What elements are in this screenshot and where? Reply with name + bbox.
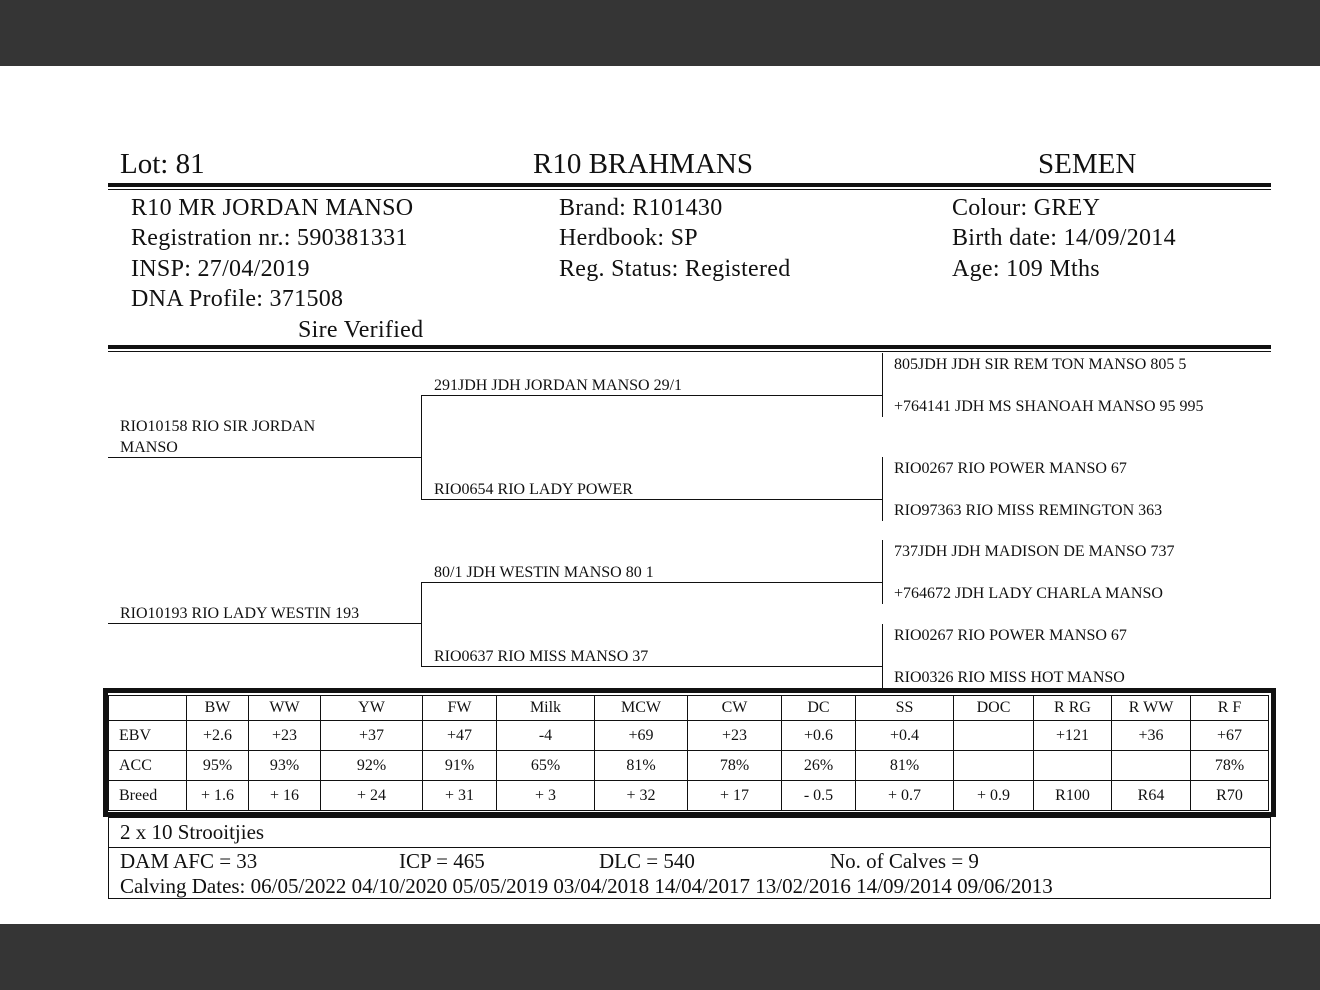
registration-number: Registration nr.: 590381331 — [131, 225, 408, 251]
info-rule-thin — [108, 351, 1271, 352]
ebv-cell: + 16 — [249, 781, 321, 811]
animal-name: R10 MR JORDAN MANSO — [131, 195, 414, 221]
ebv-cell: + 3 — [497, 781, 595, 811]
ebv-cell: R64 — [1112, 781, 1191, 811]
pedigree-ggp-2: +764141 JDH MS SHANOAH MANSO 95 995 — [894, 398, 1204, 415]
ebv-cell: +69 — [595, 721, 688, 751]
ebv-cell: +2.6 — [187, 721, 249, 751]
dam-afc: DAM AFC = 33 — [120, 849, 258, 873]
birth-date: Birth date: 14/09/2014 — [952, 225, 1176, 251]
reg-status: Reg. Status: Registered — [559, 256, 791, 282]
dam-info-box — [108, 847, 1271, 899]
ebv-header-cell: DC — [782, 696, 856, 721]
ebv-cell: +121 — [1034, 721, 1112, 751]
ebv-cell — [1034, 751, 1112, 781]
ggp-bracket-1 — [882, 353, 883, 417]
ebv-cell — [954, 751, 1034, 781]
pedigree-dam-sire: 80/1 JDH WESTIN MANSO 80 1 — [434, 564, 654, 581]
pedigree-sire: RIO10158 RIO SIR JORDAN — [120, 418, 316, 435]
ebv-table — [108, 695, 1269, 811]
calves-count: No. of Calves = 9 — [830, 849, 979, 873]
brand: Brand: R101430 — [559, 195, 723, 221]
header-rule-thin — [108, 189, 1271, 190]
calving-dates: Calving Dates: 06/05/2022 04/10/2020 05/05/2019 03/04/2018 14/04/2017 13/02/2016 14/09/2014 09/06/2013 — [120, 874, 1053, 898]
dam-dam-line — [421, 666, 883, 667]
ebv-header-cell: CW — [688, 696, 782, 721]
ebv-cell: 95% — [187, 751, 249, 781]
ebv-cell: +37 — [321, 721, 423, 751]
ebv-cell: + 32 — [595, 781, 688, 811]
sire-sire-line — [421, 395, 883, 396]
ebv-header-cell: R F — [1191, 696, 1269, 721]
ebv-cell: +36 — [1112, 721, 1191, 751]
age: Age: 109 Mths — [952, 256, 1100, 282]
ebv-header-row — [109, 696, 1269, 721]
ebv-cell: 26% — [782, 751, 856, 781]
straws-count: 2 x 10 Strooitjies — [120, 820, 265, 844]
insp-date: INSP: 27/04/2019 — [131, 256, 310, 282]
ebv-cell: +67 — [1191, 721, 1269, 751]
straws-box — [108, 817, 1271, 848]
ebv-row-label: EBV — [109, 721, 187, 751]
ebv-cell: -4 — [497, 721, 595, 751]
ebv-cell: +23 — [249, 721, 321, 751]
ebv-header-cell: DOC — [954, 696, 1034, 721]
pedigree-dam-dam: RIO0637 RIO MISS MANSO 37 — [434, 648, 649, 665]
ebv-row-label: ACC — [109, 751, 187, 781]
header-rule-thick — [108, 183, 1271, 187]
pedigree-dam: RIO10193 RIO LADY WESTIN 193 — [120, 605, 360, 622]
pedigree-sire-dam: RIO0654 RIO LADY POWER — [434, 481, 633, 498]
dlc: DLC = 540 — [599, 849, 695, 873]
info-rule-thick — [108, 345, 1271, 349]
sire-verified: Sire Verified — [298, 317, 424, 343]
ebv-cell: 78% — [688, 751, 782, 781]
pedigree-ggp-1: 805JDH JDH SIR REM TON MANSO 805 5 — [894, 356, 1187, 373]
sire-dam-line — [421, 499, 883, 500]
ebv-header-cell: FW — [423, 696, 497, 721]
ebv-cell — [954, 721, 1034, 751]
ebv-cell: + 1.6 — [187, 781, 249, 811]
pedigree-ggp-7: RIO0267 RIO POWER MANSO 67 — [894, 627, 1127, 644]
dam-sire-line — [421, 582, 883, 583]
ebv-header-cell — [109, 696, 187, 721]
pedigree-sire-line2: MANSO — [120, 439, 178, 456]
ebv-cell: +47 — [423, 721, 497, 751]
top-dark-bar — [0, 0, 1320, 66]
ebv-header-cell: SS — [856, 696, 954, 721]
ebv-row-ebv — [109, 721, 1269, 751]
ebv-cell: + 24 — [321, 781, 423, 811]
ebv-cell: + 31 — [423, 781, 497, 811]
dna-profile: DNA Profile: 371508 — [131, 286, 344, 312]
ggp-bracket-4 — [882, 624, 883, 688]
ebv-cell: 65% — [497, 751, 595, 781]
ebv-cell: + 17 — [688, 781, 782, 811]
ebv-cell: 91% — [423, 751, 497, 781]
sire-bracket — [421, 395, 422, 500]
ebv-row-label: Breed — [109, 781, 187, 811]
ebv-cell: - 0.5 — [782, 781, 856, 811]
pedigree-ggp-6: +764672 JDH LADY CHARLA MANSO — [894, 585, 1163, 602]
ebv-row-acc — [109, 751, 1269, 781]
ebv-header-cell: MCW — [595, 696, 688, 721]
ebv-cell: 81% — [856, 751, 954, 781]
pedigree-ggp-5: 737JDH JDH MADISON DE MANSO 737 — [894, 543, 1175, 560]
herdbook: Herdbook: SP — [559, 225, 698, 251]
ebv-cell: 92% — [321, 751, 423, 781]
ebv-header-cell: R WW — [1112, 696, 1191, 721]
colour: Colour: GREY — [952, 195, 1101, 221]
ggp-bracket-2 — [882, 457, 883, 521]
pedigree-ggp-8: RIO0326 RIO MISS HOT MANSO — [894, 669, 1125, 686]
ggp-bracket-3 — [882, 540, 883, 604]
breeder-title: R10 BRAHMANS — [533, 148, 753, 180]
bottom-dark-bar — [0, 924, 1320, 990]
ebv-cell: +23 — [688, 721, 782, 751]
ebv-cell: 81% — [595, 751, 688, 781]
ebv-cell: +0.6 — [782, 721, 856, 751]
ebv-header-cell: YW — [321, 696, 423, 721]
ebv-row-breed — [109, 781, 1269, 811]
ebv-header-cell: R RG — [1034, 696, 1112, 721]
lot-number: Lot: 81 — [120, 148, 205, 180]
ebv-cell: +0.4 — [856, 721, 954, 751]
ebv-cell: R70 — [1191, 781, 1269, 811]
sire-line — [108, 457, 422, 458]
dam-bracket — [421, 582, 422, 667]
lot-type: SEMEN — [1038, 148, 1137, 180]
ebv-cell: 93% — [249, 751, 321, 781]
ebv-cell — [1112, 751, 1191, 781]
pedigree-sire-sire: 291JDH JDH JORDAN MANSO 29/1 — [434, 377, 683, 394]
ebv-header-cell: BW — [187, 696, 249, 721]
dam-line — [108, 623, 422, 624]
icp: ICP = 465 — [399, 849, 485, 873]
ebv-cell: + 0.7 — [856, 781, 954, 811]
ebv-header-cell: WW — [249, 696, 321, 721]
pedigree-ggp-3: RIO0267 RIO POWER MANSO 67 — [894, 460, 1127, 477]
ebv-cell: + 0.9 — [954, 781, 1034, 811]
ebv-cell: R100 — [1034, 781, 1112, 811]
pedigree-ggp-4: RIO97363 RIO MISS REMINGTON 363 — [894, 502, 1163, 519]
ebv-header-cell: Milk — [497, 696, 595, 721]
ebv-cell: 78% — [1191, 751, 1269, 781]
